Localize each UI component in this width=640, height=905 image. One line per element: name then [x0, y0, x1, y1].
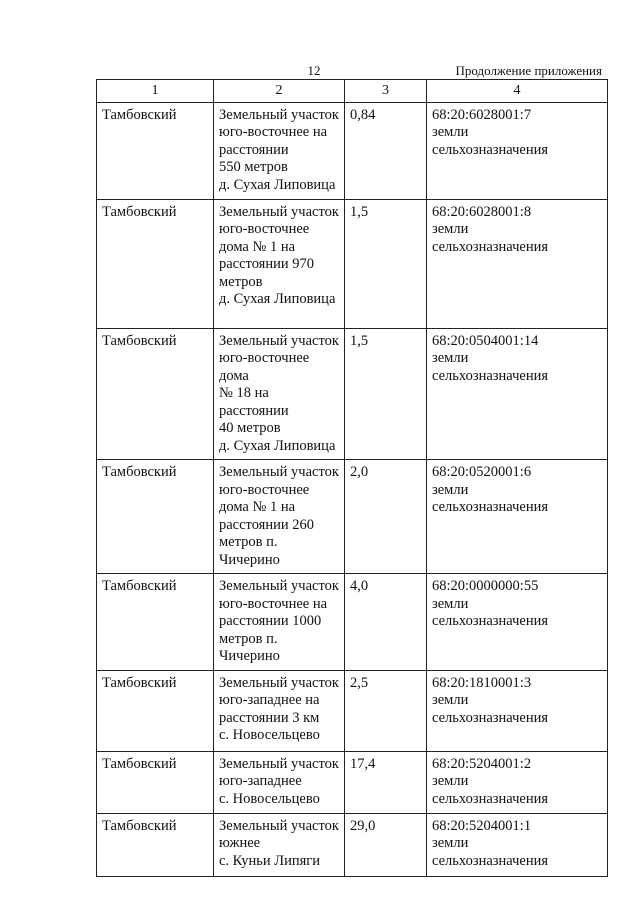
land-category-line: земли: [432, 835, 469, 851]
column-header: 4: [427, 80, 608, 103]
area-value: 29,0: [350, 817, 376, 834]
land-category-line: сельхозназначения: [432, 790, 549, 807]
description-line: с. Новосельцево: [219, 727, 320, 743]
district-name: Тамбовский: [102, 203, 177, 220]
cadastral-cell: [427, 813, 608, 876]
table-row: [97, 460, 608, 574]
area-value: 1,5: [350, 332, 369, 349]
land-plot-table: [96, 79, 608, 877]
description-line: 550 метров: [219, 159, 288, 175]
district-name: Тамбовский: [102, 817, 177, 834]
area-cell: [345, 328, 427, 460]
description-line: расстоянии 3 км: [219, 709, 320, 726]
cadastral-cell: [427, 328, 608, 460]
land-category-line: сельхозназначения: [432, 141, 549, 158]
description-line: № 18 на расстоянии: [219, 385, 289, 419]
district-name: Тамбовский: [102, 106, 177, 123]
area-value: 2,0: [350, 464, 369, 480]
table-row: [97, 199, 608, 328]
description-line: южнее: [219, 835, 261, 851]
continuation-caption: Продолжение приложения: [455, 63, 602, 78]
land-category-line: земли: [432, 350, 469, 366]
description-cell: [214, 574, 345, 671]
description-line: юго-восточнее: [219, 221, 310, 237]
cadastral-number: 68:20:1810001:3: [432, 674, 532, 691]
district-cell: [97, 460, 214, 574]
cadastral-number: 68:20:5204001:2: [432, 755, 532, 772]
description-line: расстоянии 260: [219, 516, 315, 533]
table-row: [97, 670, 608, 751]
cadastral-cell: [427, 751, 608, 813]
district-cell: [97, 813, 214, 876]
description-line: расстоянии: [219, 141, 289, 158]
land-category-line: земли: [432, 124, 469, 140]
land-category-line: земли: [432, 692, 469, 708]
cadastral-cell: [427, 102, 608, 199]
district-name: Тамбовский: [102, 674, 177, 691]
land-category-line: сельхозназначения: [432, 499, 549, 515]
description-line: Земельный участок: [219, 674, 339, 691]
description-line: дома № 1 на: [219, 499, 296, 515]
description-line: юго-западнее на: [219, 692, 320, 708]
district-cell: [97, 328, 214, 460]
column-header: 1: [97, 80, 214, 103]
description-line: расстоянии 970: [219, 256, 315, 272]
land-category-line: земли: [432, 481, 469, 498]
area-cell: [345, 460, 427, 574]
area-cell: [345, 813, 427, 876]
description-cell: [214, 813, 345, 876]
description-line: дома: [219, 367, 249, 384]
table-row: [97, 328, 608, 460]
description-line: метров: [219, 273, 263, 290]
description-line: Земельный участок: [219, 464, 339, 480]
district-cell: [97, 102, 214, 199]
description-line: д. Сухая Липовица: [219, 437, 336, 454]
description-line: с. Новосельцево: [219, 790, 320, 807]
cadastral-number: 68:20:0000000:55: [432, 578, 539, 594]
area-value: 2,5: [350, 674, 369, 691]
land-category-line: сельхозназначения: [432, 613, 549, 629]
description-line: Земельный участок: [219, 578, 339, 594]
cadastral-cell: [427, 670, 608, 751]
column-header: 3: [345, 80, 427, 103]
district-cell: [97, 574, 214, 671]
description-line: Земельный участок: [219, 332, 339, 349]
district-name: Тамбовский: [102, 755, 177, 772]
description-line: с. Куньи Липяги: [219, 852, 321, 869]
description-line: метров п. Чичерино: [219, 534, 280, 568]
area-cell: [345, 199, 427, 328]
description-cell: [214, 460, 345, 574]
column-header: 2: [214, 80, 345, 103]
description-cell: [214, 102, 345, 199]
description-cell: [214, 751, 345, 813]
description-line: д. Сухая Липовица: [219, 176, 336, 193]
area-cell: [345, 574, 427, 671]
district-cell: [97, 199, 214, 328]
district-name: Тамбовский: [102, 332, 177, 349]
table-row: [97, 102, 608, 199]
area-value: 4,0: [350, 578, 369, 594]
description-line: юго-восточнее: [219, 481, 310, 498]
district-cell: [97, 670, 214, 751]
land-category-line: земли: [432, 773, 469, 789]
land-category-line: сельхозназначения: [432, 852, 549, 869]
cadastral-cell: [427, 574, 608, 671]
description-line: Земельный участок: [219, 203, 339, 220]
land-category-line: сельхозназначения: [432, 367, 549, 384]
description-cell: [214, 199, 345, 328]
area-cell: [345, 751, 427, 813]
cadastral-cell: [427, 460, 608, 574]
area-value: 17,4: [350, 755, 376, 772]
description-line: юго-восточнее на: [219, 124, 328, 140]
area-cell: [345, 670, 427, 751]
district-name: Тамбовский: [102, 578, 177, 594]
page-number: 12: [307, 63, 321, 78]
cadastral-cell: [427, 199, 608, 328]
description-line: д. Сухая Липовица: [219, 291, 336, 307]
land-category-line: земли: [432, 221, 469, 237]
description-cell: [214, 328, 345, 460]
table-row: [97, 813, 608, 876]
cadastral-number: 68:20:5204001:1: [432, 817, 532, 834]
description-cell: [214, 670, 345, 751]
cadastral-number: 68:20:6028001:8: [432, 203, 532, 220]
cadastral-number: 68:20:6028001:7: [432, 106, 532, 123]
land-category-line: сельхозназначения: [432, 238, 549, 255]
table-row: [97, 751, 608, 813]
description-line: Земельный участок: [219, 106, 339, 123]
description-line: юго-западнее: [219, 773, 302, 789]
area-value: 0,84: [350, 106, 376, 123]
description-line: Земельный участок: [219, 817, 339, 834]
district-cell: [97, 751, 214, 813]
cadastral-number: 68:20:0520001:6: [432, 464, 532, 480]
header-row: [97, 80, 608, 103]
description-line: 40 метров: [219, 420, 281, 436]
description-line: дома № 1 на: [219, 238, 296, 255]
area-value: 1,5: [350, 203, 369, 220]
land-category-line: сельхозназначения: [432, 709, 549, 726]
district-name: Тамбовский: [102, 464, 177, 480]
area-cell: [345, 102, 427, 199]
cadastral-number: 68:20:0504001:14: [432, 332, 539, 349]
description-line: юго-восточнее: [219, 350, 310, 366]
land-category-line: земли: [432, 595, 469, 612]
description-line: Земельный участок: [219, 755, 339, 772]
table-row: [97, 574, 608, 671]
description-line: расстоянии 1000: [219, 613, 322, 629]
description-line: метров п. Чичерино: [219, 630, 280, 664]
description-line: юго-восточнее на: [219, 595, 328, 612]
